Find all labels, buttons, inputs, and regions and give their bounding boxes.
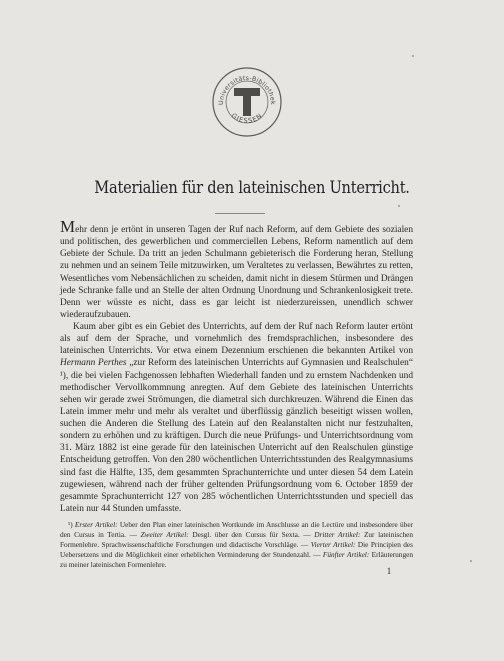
paragraph-1-text: ehr denn je ertönt in unseren Tagen der Ruf nach Reform, auf dem Gebiete des sozialen und politischen, des gewerblichen und commerciellen Lebens, Reform namentlich auf dem Gebiete der Schule. Da tritt an jeden Schulmann gebieterisch die Forderung heran, Stellung zu nehmen und an seinem Teile mitzuwirken, um Veraltetes zu verlassen, Bewährtes zu retten, Wesentliches vom Nebensächlichen zu scheiden, damit nicht in diesem Stürmen und Drängen jede Schranke falle und an Stelle der alten Ordnung Unordnung und Schrankenlosigkeit trete. Denn wer wüsste es nicht, dass es gar leicht ist niederzureissen, unendlich schwer wiederaufzubauen. [60, 225, 413, 320]
stamp-bottom-text: GIESSEN [229, 111, 265, 125]
paper-speck [470, 560, 472, 562]
body-text [60, 217, 413, 515]
footnote-text-3: Zur lateinischen Formenlehre. Sprachwissenschaftliche Forschungen und didactische Vorschläge. — [60, 529, 413, 549]
footnote-label-1: Erster Artikel: [74, 520, 118, 529]
footnote-label-4: Vierter Artikel: [310, 539, 356, 549]
page-number: 1 [386, 566, 392, 576]
title-rule [215, 213, 265, 214]
paragraph-2-text-a: Kaum aber gibt es ein Gebiet des Unterrichts, auf dem der Ruf nach Reform lauter ertönt als auf dem der Sprache, und vornehmlich des fremdsprachlichen, insbesondere des lateinischen Unterrichts. Vor etwa einem Dezennium erschienen die bekannten Artikel von [60, 322, 413, 357]
footnote-text-1: Ueber den Plan einer lateinischen Wortkunde im Anschlusse an die Lectüre und insbesondere über den Cursus in Tertia. — [60, 520, 413, 539]
drop-capital: M [60, 217, 76, 236]
footnote-text-4: Die Principien des Uebersetzens und die Möglichkeit einer erheblichen Verminderung der Stundenzahl. — [60, 539, 414, 559]
footnote-label-5: Fünfter Artikel: [322, 549, 370, 559]
page-title: Materialien für den lateinischen Unterricht. [94, 178, 410, 198]
author-name: Hermann Perthes [60, 358, 127, 369]
footnote-text-2: Desgl. über den Cursus für Sexta. — [192, 529, 311, 539]
footnote-marker: ¹) [68, 520, 73, 529]
footnote-label-3: Dritter Artikel: [314, 529, 361, 539]
stamp-top-text: Universitäts-Bibliothek [217, 74, 277, 106]
footnotes [60, 520, 413, 570]
paper-speck [398, 205, 400, 207]
paragraph-2-text-b: „zur Reform des lateinischen Unterrichts auf Gymnasien und Realschulen“ ¹), die bei vielen Fachgenossen lebhaften Wiederhall fanden und zu ernstem Nachdenken und methodischer Vervollkommnung anregten. Auf dem Gebiete des lateinischen Unterrichts sehen wir gerade zwei Strömungen, die diametral sich durchkreuzen. Während die Einen das Latein immer mehr und mehr als veraltet und überflüssig gänzlich beseitigt wissen wollen, suchen die Anderen die Stellung des Latein auf den Realanstalten nicht nur festzuhalten, sondern zu erhöhen und zu kräftigen. Durch die neue Prüfungs- und Unterrichtsordnung vom 31. März 1882 ist eine gerade für den lateinischen Unterricht auf den Realschulen günstige Entscheidung getroffen. Von den 280 wöchentlichen Unterrichtsstunden des Realgymnasiums sind fast die Hälfte, 135, dem gesammten Sprachunterrichte und unter diesen 54 dem Latein zugewiesen, während nach der früher geltenden Prüfungsordnung vom 6. October 1859 der gesammte Sprachunterricht 127 von 285 wöchentlichen Unterrichtsstunden und speciell das Latein nur 44 Stunden umfasste. [60, 358, 413, 514]
footnote-1 [60, 520, 413, 570]
footnote-label-2: Zweiter Artikel: [140, 529, 189, 539]
footnote-text-5: Erläuterungen zu meiner lateinischen Formenlehre. [60, 549, 413, 569]
library-stamp [211, 66, 283, 138]
paragraph-1 [60, 217, 413, 321]
paragraph-2 [60, 321, 413, 515]
paper-speck [412, 55, 414, 57]
